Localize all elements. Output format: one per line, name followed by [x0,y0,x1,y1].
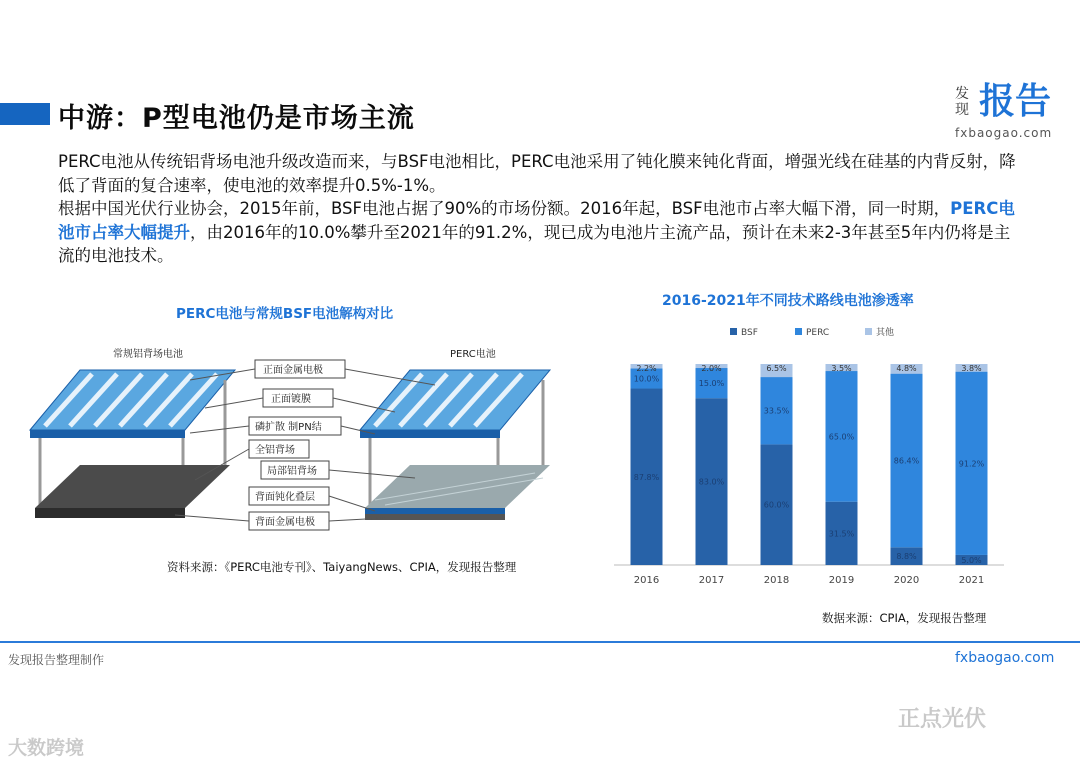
data-label-BSF-2017: 83.0% [698,477,725,487]
paragraph-1: PERC电池从传统铝背场电池升级改造而来，与BSF电池相比，PERC电池采用了钝化膜来钝化背面，增强光线在硅基的内背反射，降低了背面的复合速率，使电池的效率提升0.5%-1%。 [58,152,1016,195]
watermark-dashu: 大数跨境 [8,737,85,759]
brand-logo [955,82,1065,142]
paragraph-2-end: ，由2016年的10.0%攀升至2021年的91.2%，现已成为电池片主流产品，预计在未来2-3年甚至5年内仍将是主流的电池技术。 [58,222,1011,265]
callout-local-al-bsf: 局部铝背场 [267,466,317,477]
callout-full-al-bsf: 全铝背场 [255,445,295,456]
legend-label-2: 其他 [876,328,895,338]
footer-url: fxbaogao.com [955,650,1055,666]
data-label-BSF-2020: 8.8% [896,552,917,562]
x-tick-label-2019: 2019 [828,575,855,586]
paragraph-2-start: 根据中国光伏行业协会，2015年前，BSF电池占据了90%的市场份额。2016年起，BSF电池市占率大幅下滑，同一时期， [58,199,951,218]
penetration-stacked-bar-chart [600,320,1020,600]
footer-divider [0,641,1080,643]
callout-front-electrode: 正面金属电极 [263,365,323,376]
x-tick-label-2020: 2020 [893,575,920,586]
data-label-PERC-2018: 33.5% [763,406,790,416]
title-accent-bar [0,103,50,125]
data-label-PERC-2020: 86.4% [893,456,920,466]
data-label-其他-2019: 3.5% [831,364,852,373]
perc-cell-illustration [360,347,550,520]
data-label-其他-2020: 4.8% [896,364,917,373]
paragraph-2 [58,197,1018,268]
data-label-其他-2017: 2.0% [701,364,722,373]
data-label-PERC-2016: 10.0% [633,374,660,384]
page-title: 中游：P型电池仍是市场主流 [58,103,415,134]
chart-title: 2016-2021年不同技术路线电池渗透率 [662,293,914,309]
legend-swatch-2 [865,328,872,335]
x-tick-label-2016: 2016 [633,575,660,586]
callout-front-coating: 正面镀膜 [271,394,311,405]
data-label-PERC-2021: 91.2% [958,459,985,469]
x-tick-label-2017: 2017 [698,575,725,586]
brand-logo-top: 发现 [955,86,969,118]
callout-labels [249,360,345,530]
brand-logo-main: 报告 [979,81,1052,122]
paragraph-2-highlight: PERC电池市占率大幅提升 [58,199,1015,242]
bsf-cell-label: 常规铝背场电池 [113,349,183,360]
callout-pn-junction: 磷扩散 制PN结 [255,422,322,433]
data-label-其他-2018: 6.5% [766,364,787,373]
perc-cell-label: PERC电池 [450,349,496,360]
data-label-PERC-2017: 15.0% [698,379,725,389]
footer-credit: 发现报告整理制作 [8,653,105,667]
callout-rear-passivation: 背面钝化叠层 [255,492,315,503]
data-label-BSF-2018: 60.0% [763,500,790,510]
bsf-cell-illustration [30,347,235,518]
data-label-PERC-2019: 65.0% [828,432,855,442]
data-label-BSF-2016: 87.8% [633,472,660,482]
x-tick-label-2018: 2018 [763,575,790,586]
data-label-BSF-2021: 5.0% [961,555,982,565]
legend-label-0: BSF [741,328,758,338]
brand-logo-url: fxbaogao.com [955,126,1053,140]
left-figure-title: PERC电池与常规BSF电池解构对比 [176,306,394,322]
data-label-其他-2021: 3.8% [961,364,982,373]
legend-swatch-1 [795,328,802,335]
watermark-zhengdian: 正点光伏 [898,707,987,732]
cell-structure-diagram [15,330,560,540]
data-label-其他-2016: 2.2% [636,364,657,373]
legend-label-1: PERC [806,328,830,338]
x-tick-label-2021: 2021 [958,575,985,586]
data-label-BSF-2019: 31.5% [828,529,855,539]
body-text [58,150,1018,268]
chart-source: 数据来源：CPIA，发现报告整理 [822,611,987,625]
left-figure-source: 资料来源：《PERC电池专刊》、TaiyangNews、CPIA，发现报告整理 [167,560,517,574]
callout-rear-electrode: 背面金属电极 [255,517,315,528]
legend-swatch-0 [730,328,737,335]
